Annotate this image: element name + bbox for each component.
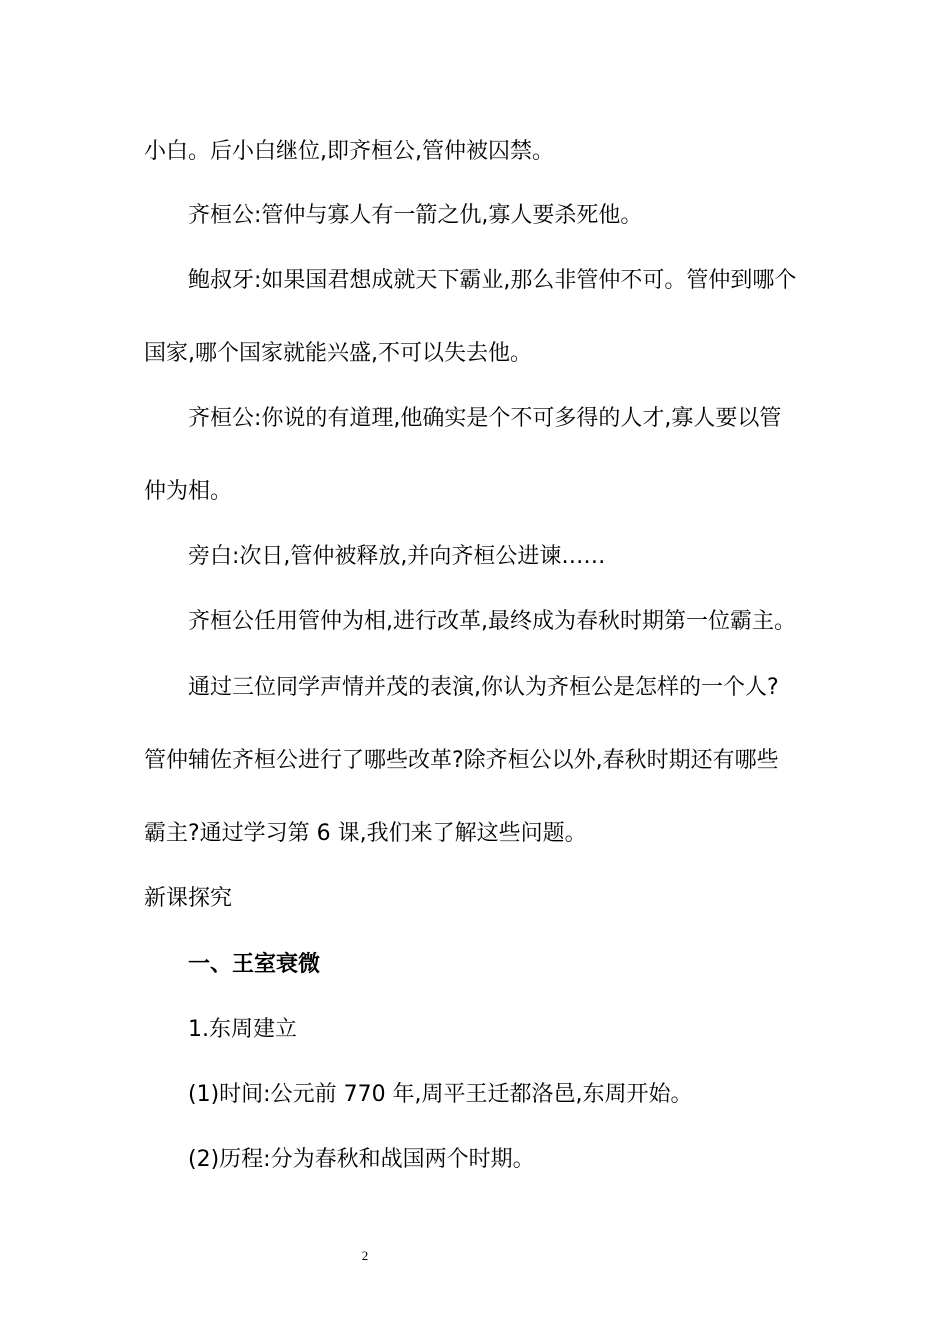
paragraph-line: 小白。后小白继位,即齐桓公,管仲被囚禁。 [144,139,554,164]
list-heading: 1.东周建立 [188,1017,297,1042]
subsection-heading: 一、王室衰微 [188,952,321,977]
paragraph-line: 鲍叔牙:如果国君想成就天下霸业,那么非管仲不可。管仲到哪个 [188,268,797,293]
paragraph-line: 霸主?通过学习第 6 课,我们来了解这些问题。 [144,821,587,846]
list-item: (1)时间:公元前 770 年,周平王迁都洛邑,东周开始。 [188,1082,693,1107]
paragraph-line: 仲为相。 [144,479,233,504]
paragraph-line: 通过三位同学声情并茂的表演,你认为齐桓公是怎样的一个人? [188,675,779,700]
page-number: 2 [361,1248,369,1263]
paragraph-line: 齐桓公任用管仲为相,进行改革,最终成为春秋时期第一位霸主。 [188,609,796,634]
paragraph-line: 国家,哪个国家就能兴盛,不可以失去他。 [144,341,532,366]
section-heading: 新课探究 [144,886,233,911]
paragraph-line: 齐桓公:你说的有道理,他确实是个不可多得的人才,寡人要以管 [188,406,782,431]
list-item: (2)历程:分为春秋和战国两个时期。 [188,1147,535,1172]
paragraph-line: 齐桓公:管仲与寡人有一箭之仇,寡人要杀死他。 [188,203,643,228]
paragraph-line: 旁白:次日,管仲被释放,并向齐桓公进谏…… [188,544,606,569]
paragraph-line: 管仲辅佐齐桓公进行了哪些改革?除齐桓公以外,春秋时期还有哪些 [144,748,779,773]
